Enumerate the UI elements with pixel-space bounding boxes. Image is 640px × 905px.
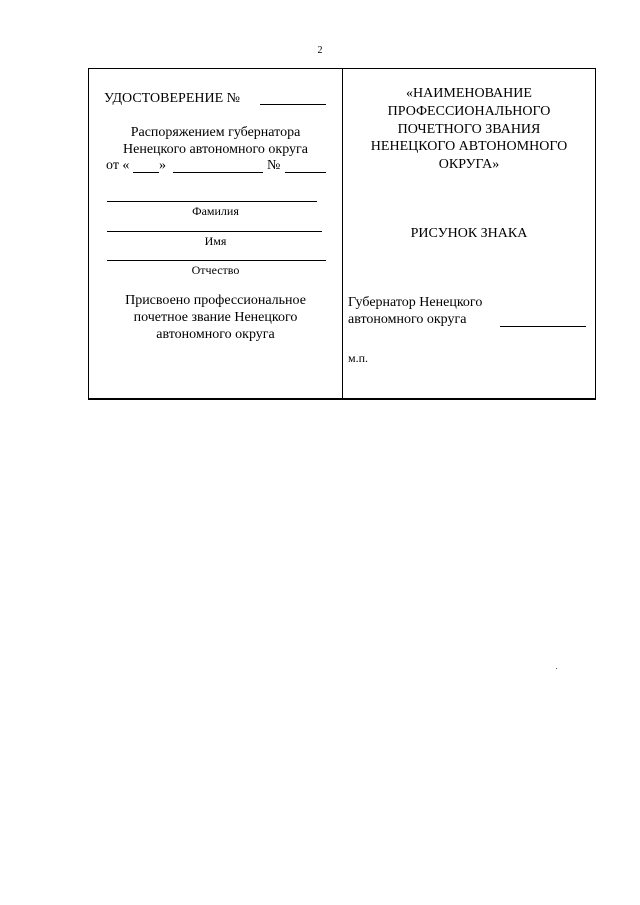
awarded-line-1: Присвоено профессиональное	[125, 293, 306, 308]
patronymic-line	[107, 260, 326, 261]
certificate-label: УДОСТОВЕРЕНИЕ №	[104, 91, 241, 106]
title-line-3: ПОЧЕТНОГО ЗВАНИЯ	[397, 122, 541, 137]
certificate-card	[88, 68, 596, 400]
title-line-4: НЕНЕЦКОГО АВТОНОМНОГО	[370, 139, 568, 154]
number-sign: №	[267, 158, 281, 173]
order-line-1: Распоряжением губернатора	[130, 125, 301, 140]
title-line-1: «НАИМЕНОВАНИЕ	[406, 86, 532, 101]
order-number-line	[285, 172, 326, 173]
date-month-line	[173, 172, 263, 173]
awarded-line-3: автономного округа	[156, 327, 275, 342]
seal-label: м.п.	[348, 351, 369, 365]
certificate-number-line	[260, 104, 326, 105]
order-line-2: Ненецкого автономного округа	[123, 142, 308, 157]
date-mid: »	[159, 158, 166, 173]
governor-signature-line	[500, 326, 586, 327]
surname-caption: Фамилия	[192, 204, 239, 218]
governor-line-2: автономного округа	[348, 312, 467, 327]
governor-line-1: Губернатор Ненецкого	[348, 295, 483, 310]
scan-speck	[556, 668, 557, 669]
badge-drawing-label: РИСУНОК ЗНАКА	[410, 226, 528, 241]
surname-line	[107, 201, 317, 202]
title-line-2: ПРОФЕССИОНАЛЬНОГО	[387, 104, 551, 119]
date-day-line	[133, 172, 159, 173]
page-number: 2	[317, 45, 323, 56]
title-line-5: ОКРУГА»	[438, 157, 500, 172]
patronymic-caption: Отчество	[191, 263, 240, 277]
awarded-line-2: почетное звание Ненецкого	[133, 310, 298, 325]
name-line	[107, 231, 322, 232]
date-prefix: от «	[106, 158, 130, 173]
name-caption: Имя	[204, 234, 227, 248]
